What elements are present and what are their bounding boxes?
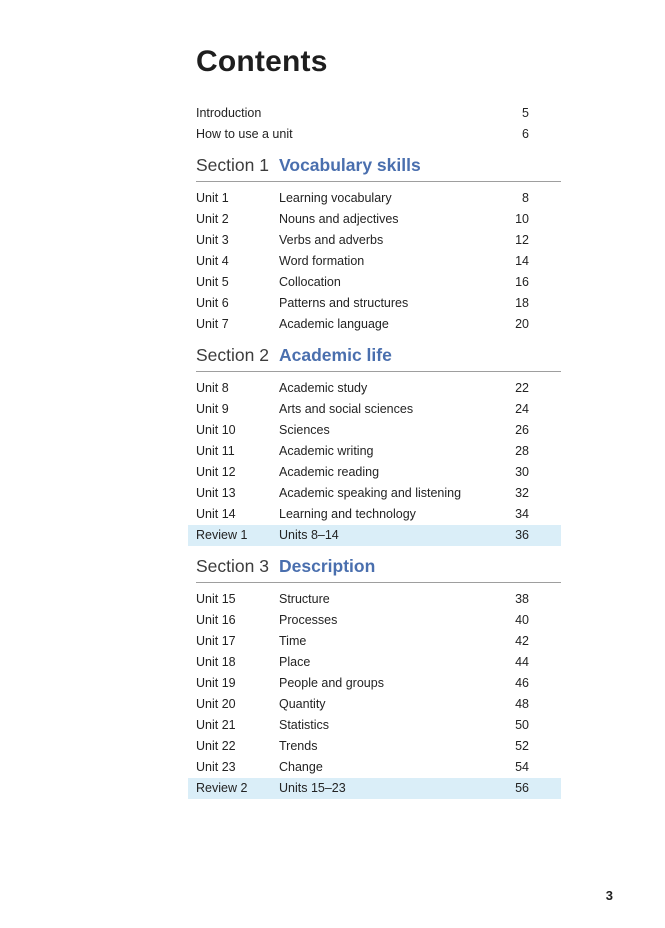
- unit-title: Statistics: [279, 718, 330, 732]
- toc-row: [196, 631, 561, 652]
- unit-title: Quantity: [279, 697, 326, 711]
- toc-row: [196, 652, 561, 673]
- toc-row: [196, 610, 561, 631]
- unit-label: Review 1: [196, 528, 248, 542]
- unit-label: Unit 19: [196, 676, 236, 690]
- unit-title: Arts and social sciences: [279, 402, 414, 416]
- front-matter-row: [196, 124, 561, 145]
- unit-page-number: 26: [515, 423, 529, 437]
- toc-section: [196, 155, 561, 335]
- toc-row: [196, 293, 561, 314]
- toc-row: [196, 589, 561, 610]
- unit-page-number: 40: [515, 613, 529, 627]
- unit-title: Trends: [279, 739, 318, 753]
- unit-label: Unit 1: [196, 191, 229, 205]
- unit-page-number: 16: [515, 275, 529, 289]
- unit-page-number: 18: [515, 296, 529, 310]
- toc-content: [196, 46, 561, 799]
- unit-title: Learning and technology: [279, 507, 416, 521]
- unit-label: Unit 5: [196, 275, 229, 289]
- unit-title: Learning vocabulary: [279, 191, 392, 205]
- unit-title: Collocation: [279, 275, 341, 289]
- unit-page-number: 52: [515, 739, 529, 753]
- toc-row: [196, 673, 561, 694]
- unit-label: Unit 20: [196, 697, 236, 711]
- unit-label: Unit 13: [196, 486, 236, 500]
- unit-label: Unit 3: [196, 233, 229, 247]
- toc-row: [196, 188, 561, 209]
- unit-label: Unit 10: [196, 423, 236, 437]
- toc-row: [196, 420, 561, 441]
- unit-label: Unit 2: [196, 212, 229, 226]
- unit-label: Unit 4: [196, 254, 229, 268]
- unit-page-number: 42: [515, 634, 529, 648]
- section-label: Section 1: [196, 155, 269, 175]
- unit-page-number: 10: [515, 212, 529, 226]
- unit-page-number: 48: [515, 697, 529, 711]
- unit-page-number: 24: [515, 402, 529, 416]
- unit-label: Unit 17: [196, 634, 236, 648]
- unit-label: Unit 8: [196, 381, 229, 395]
- section-heading: [196, 155, 561, 182]
- toc-row: [196, 314, 561, 335]
- unit-label: Unit 16: [196, 613, 236, 627]
- unit-page-number: 38: [515, 592, 529, 606]
- unit-title: People and groups: [279, 676, 384, 690]
- section-rows: [196, 372, 561, 546]
- unit-title: Time: [279, 634, 307, 648]
- unit-title: Place: [279, 655, 311, 669]
- unit-label: Unit 23: [196, 760, 236, 774]
- toc-row: [196, 504, 561, 525]
- unit-title: Sciences: [279, 423, 330, 437]
- unit-title: Academic writing: [279, 444, 374, 458]
- unit-page-number: 12: [515, 233, 529, 247]
- section-label: Section 2: [196, 345, 269, 365]
- unit-title: Structure: [279, 592, 330, 606]
- unit-label: Unit 7: [196, 317, 229, 331]
- unit-page-number: 30: [515, 465, 529, 479]
- front-matter-row: [196, 103, 561, 124]
- unit-label: Unit 14: [196, 507, 236, 521]
- unit-label: Unit 6: [196, 296, 229, 310]
- unit-title: Nouns and adjectives: [279, 212, 399, 226]
- toc-row: [196, 757, 561, 778]
- unit-title: Academic reading: [279, 465, 380, 479]
- unit-page-number: 36: [515, 528, 529, 542]
- section-rows: [196, 583, 561, 799]
- unit-title: Change: [279, 760, 323, 774]
- unit-title: Word formation: [279, 254, 365, 268]
- unit-title: Units 8–14: [279, 528, 339, 542]
- toc-row: [196, 399, 561, 420]
- entry-page-number: 5: [522, 106, 529, 120]
- toc-review-row: [188, 778, 561, 799]
- toc-row: [196, 715, 561, 736]
- section-label: Section 3: [196, 556, 269, 576]
- toc-row: [196, 441, 561, 462]
- toc-section: [196, 556, 561, 799]
- unit-title: Units 15–23: [279, 781, 346, 795]
- entry-title: How to use a unit: [196, 127, 293, 141]
- toc-section: [196, 345, 561, 546]
- toc-row: [196, 736, 561, 757]
- unit-label: Unit 9: [196, 402, 229, 416]
- section-title: Vocabulary skills: [279, 155, 421, 175]
- unit-title: Verbs and adverbs: [279, 233, 384, 247]
- toc-row: [196, 272, 561, 293]
- unit-page-number: 50: [515, 718, 529, 732]
- unit-title: Patterns and structures: [279, 296, 409, 310]
- unit-title: Academic study: [279, 381, 368, 395]
- front-matter-list: [196, 103, 561, 145]
- toc-row: [196, 462, 561, 483]
- unit-label: Unit 21: [196, 718, 236, 732]
- entry-page-number: 6: [522, 127, 529, 141]
- unit-page-number: 8: [522, 191, 529, 205]
- folio-page-number: 3: [605, 888, 613, 903]
- page-title: Contents: [196, 45, 328, 78]
- section-title: Description: [279, 556, 376, 576]
- unit-page-number: 32: [515, 486, 529, 500]
- toc-row: [196, 230, 561, 251]
- unit-label: Unit 18: [196, 655, 236, 669]
- unit-page-number: 28: [515, 444, 529, 458]
- section-title: Academic life: [279, 345, 392, 365]
- toc-row: [196, 694, 561, 715]
- toc-review-row: [188, 525, 561, 546]
- toc-row: [196, 378, 561, 399]
- unit-title: Academic language: [279, 317, 389, 331]
- sections-container: [196, 155, 561, 799]
- unit-page-number: 44: [515, 655, 529, 669]
- entry-title: Introduction: [196, 106, 262, 120]
- toc-row: [196, 483, 561, 504]
- toc-row: [196, 251, 561, 272]
- unit-label: Unit 22: [196, 739, 236, 753]
- unit-page-number: 56: [515, 781, 529, 795]
- section-heading: [196, 556, 561, 583]
- unit-page-number: 22: [515, 381, 529, 395]
- unit-label: Review 2: [196, 781, 248, 795]
- section-rows: [196, 182, 561, 335]
- unit-label: Unit 12: [196, 465, 236, 479]
- unit-title: Academic speaking and listening: [279, 486, 462, 500]
- section-heading: [196, 345, 561, 372]
- unit-label: Unit 11: [196, 444, 235, 458]
- unit-page-number: 34: [515, 507, 529, 521]
- toc-row: [196, 209, 561, 230]
- unit-label: Unit 15: [196, 592, 236, 606]
- unit-page-number: 20: [515, 317, 529, 331]
- unit-page-number: 46: [515, 676, 529, 690]
- unit-title: Processes: [279, 613, 338, 627]
- unit-page-number: 14: [515, 254, 529, 268]
- unit-page-number: 54: [515, 760, 529, 774]
